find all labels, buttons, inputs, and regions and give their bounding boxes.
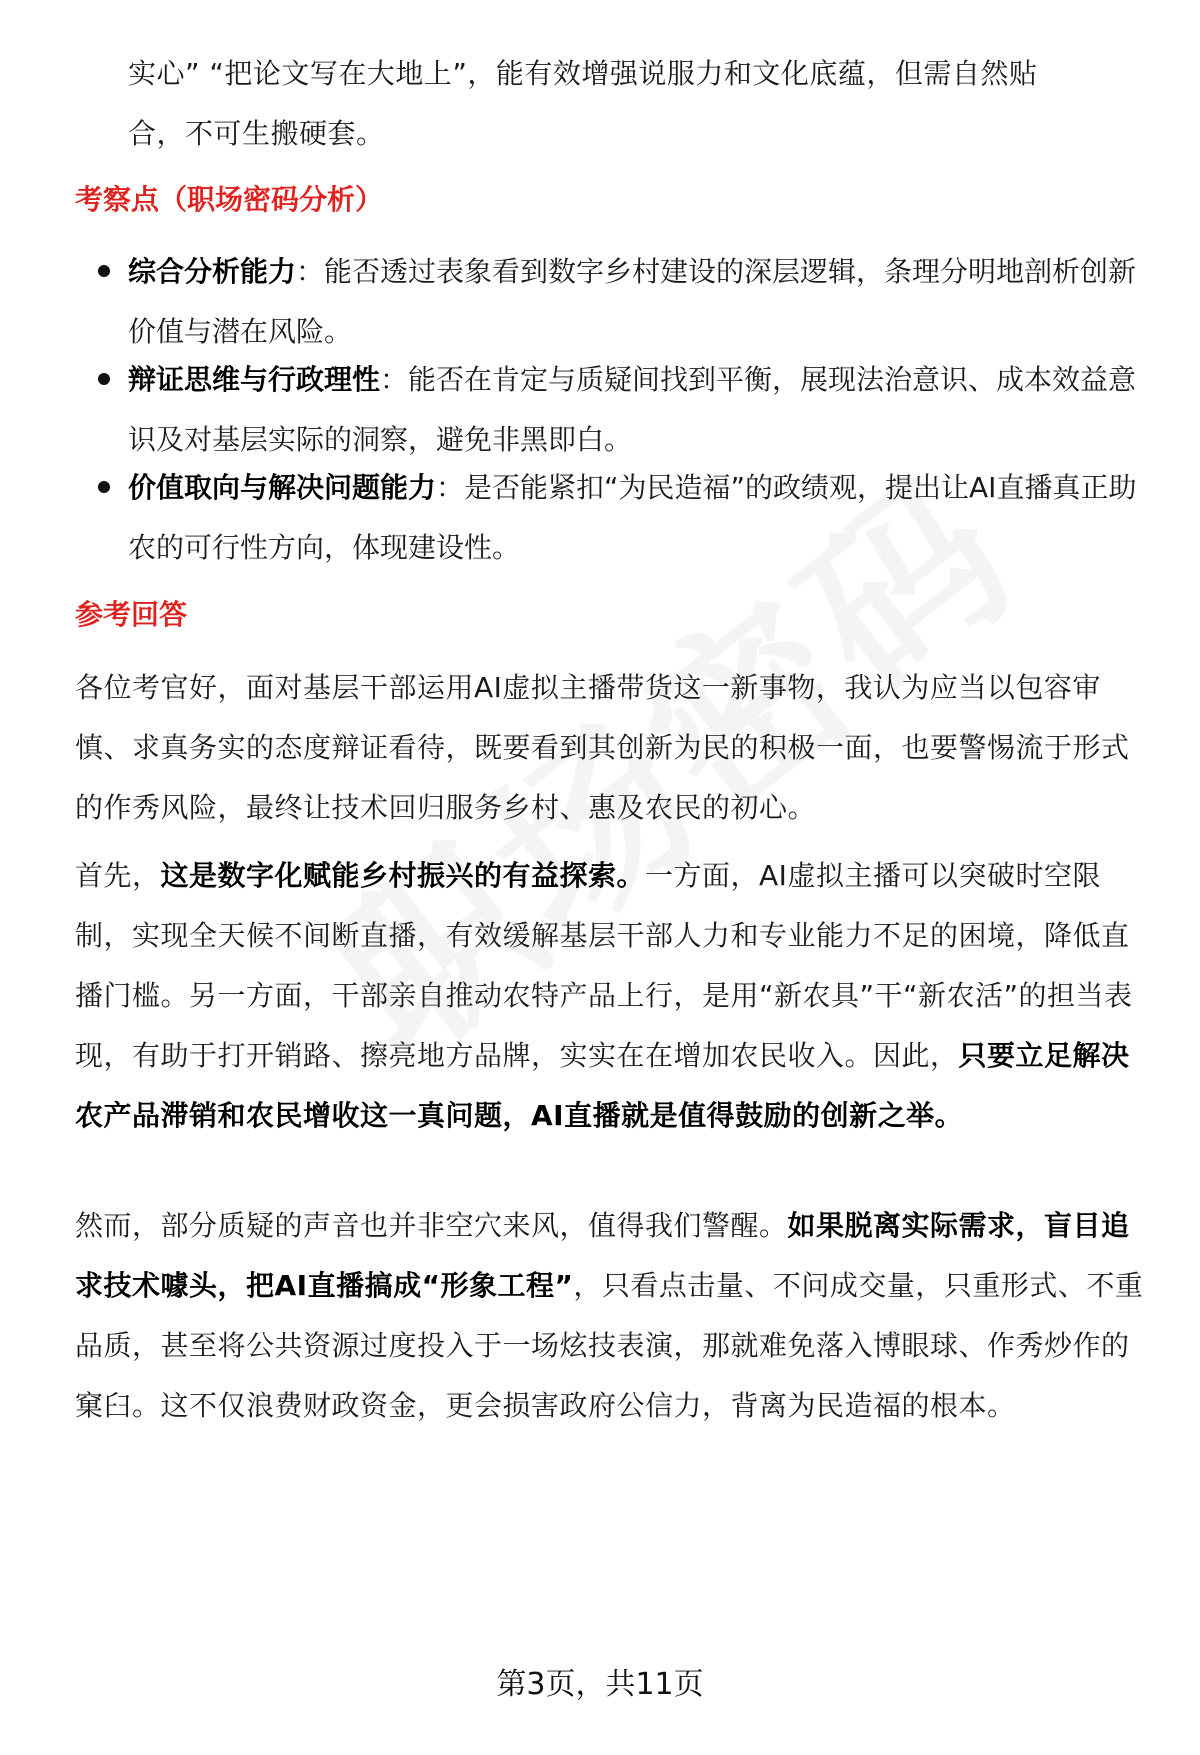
bullet-icon	[98, 481, 110, 493]
point-text: ：是否能紧扣“为民造福”的政绩观，提出让AI直播真正助农的可行性方向，体现建设性。	[128, 471, 1137, 564]
list-item	[128, 458, 1145, 578]
answer-p2-lead: 首先，	[75, 859, 161, 892]
point-title: 辩证思维与行政理性	[128, 363, 381, 396]
answer-p1-text: 各位考官好，面对基层干部运用AI虚拟主播带货这一新事物，我认为应当以包容审慎、求真务实的态度辩证看待，既要看到其创新为民的积极一面，也要警惕流于形式的作秀风险，最终让技术回归服务乡村、惠及农民的初心。	[75, 671, 1130, 824]
page-number: 第3页，共11页	[496, 1667, 704, 1702]
list-item	[128, 242, 1145, 362]
answer-p3-lead: 然而，部分质疑的声音也并非空穴来风，值得我们警醒。	[75, 1209, 788, 1242]
answer-paragraph-3	[75, 1196, 1145, 1436]
intro-paragraph	[128, 44, 1145, 164]
section-heading-points: 考察点（职场密码分析）	[75, 183, 384, 216]
bullet-icon	[98, 373, 110, 385]
point-title: 综合分析能力	[128, 255, 297, 288]
answer-p3-emphasis: 如果脱离实际需求，盲目追求技术噱头，把AI直播搞成“形象工程”	[75, 1209, 1130, 1302]
answer-p2-emphasis: 这是数字化赋能乡村振兴的有益探索。	[160, 859, 646, 892]
bullet-icon	[98, 265, 110, 277]
section-heading-answer: 参考回答	[75, 598, 188, 631]
point-text: ：能否在肯定与质疑间找到平衡，展现法治意识、成本效益意识及对基层实际的洞察，避免非黑即白。	[128, 363, 1137, 456]
point-title: 价值取向与解决问题能力	[128, 471, 437, 504]
intro-line-2: 合，不可生搬硬套。	[128, 117, 385, 150]
answer-p3-body: ，只看点击量、不问成交量，只重形式、不重品质，甚至将公共资源过度投入于一场炫技表演，那就难免落入博眼球、作秀炒作的窠臼。这不仅浪费财政资金，更会损害政府公信力，背离为民造福的根本。	[75, 1269, 1144, 1422]
answer-p2-conclusion: 只要立足解决农产品滞销和农民增收这一真问题，AI直播就是值得鼓励的创新之举。	[75, 1039, 1130, 1132]
intro-line-1: 实心” “把论文写在大地上”，能有效增强说服力和文化底蕴，但需自然贴	[128, 57, 1038, 90]
answer-paragraph-1	[75, 658, 1145, 838]
list-item	[128, 350, 1145, 470]
answer-paragraph-2	[75, 846, 1145, 1146]
answer-p2-body: 一方面，AI虚拟主播可以突破时空限制，实现全天候不间断直播，有效缓解基层干部人力和专业能力不足的困境，降低直播门槛。另一方面，干部亲自推动农特产品上行，是用“新农具”干“新农活”的担当表现，有助于打开销路、擦亮地方品牌，实实在在增加农民收入。因此，	[75, 859, 1133, 1072]
point-text: ：能否透过表象看到数字乡村建设的深层逻辑，条理分明地剖析创新价值与潜在风险。	[128, 255, 1137, 348]
